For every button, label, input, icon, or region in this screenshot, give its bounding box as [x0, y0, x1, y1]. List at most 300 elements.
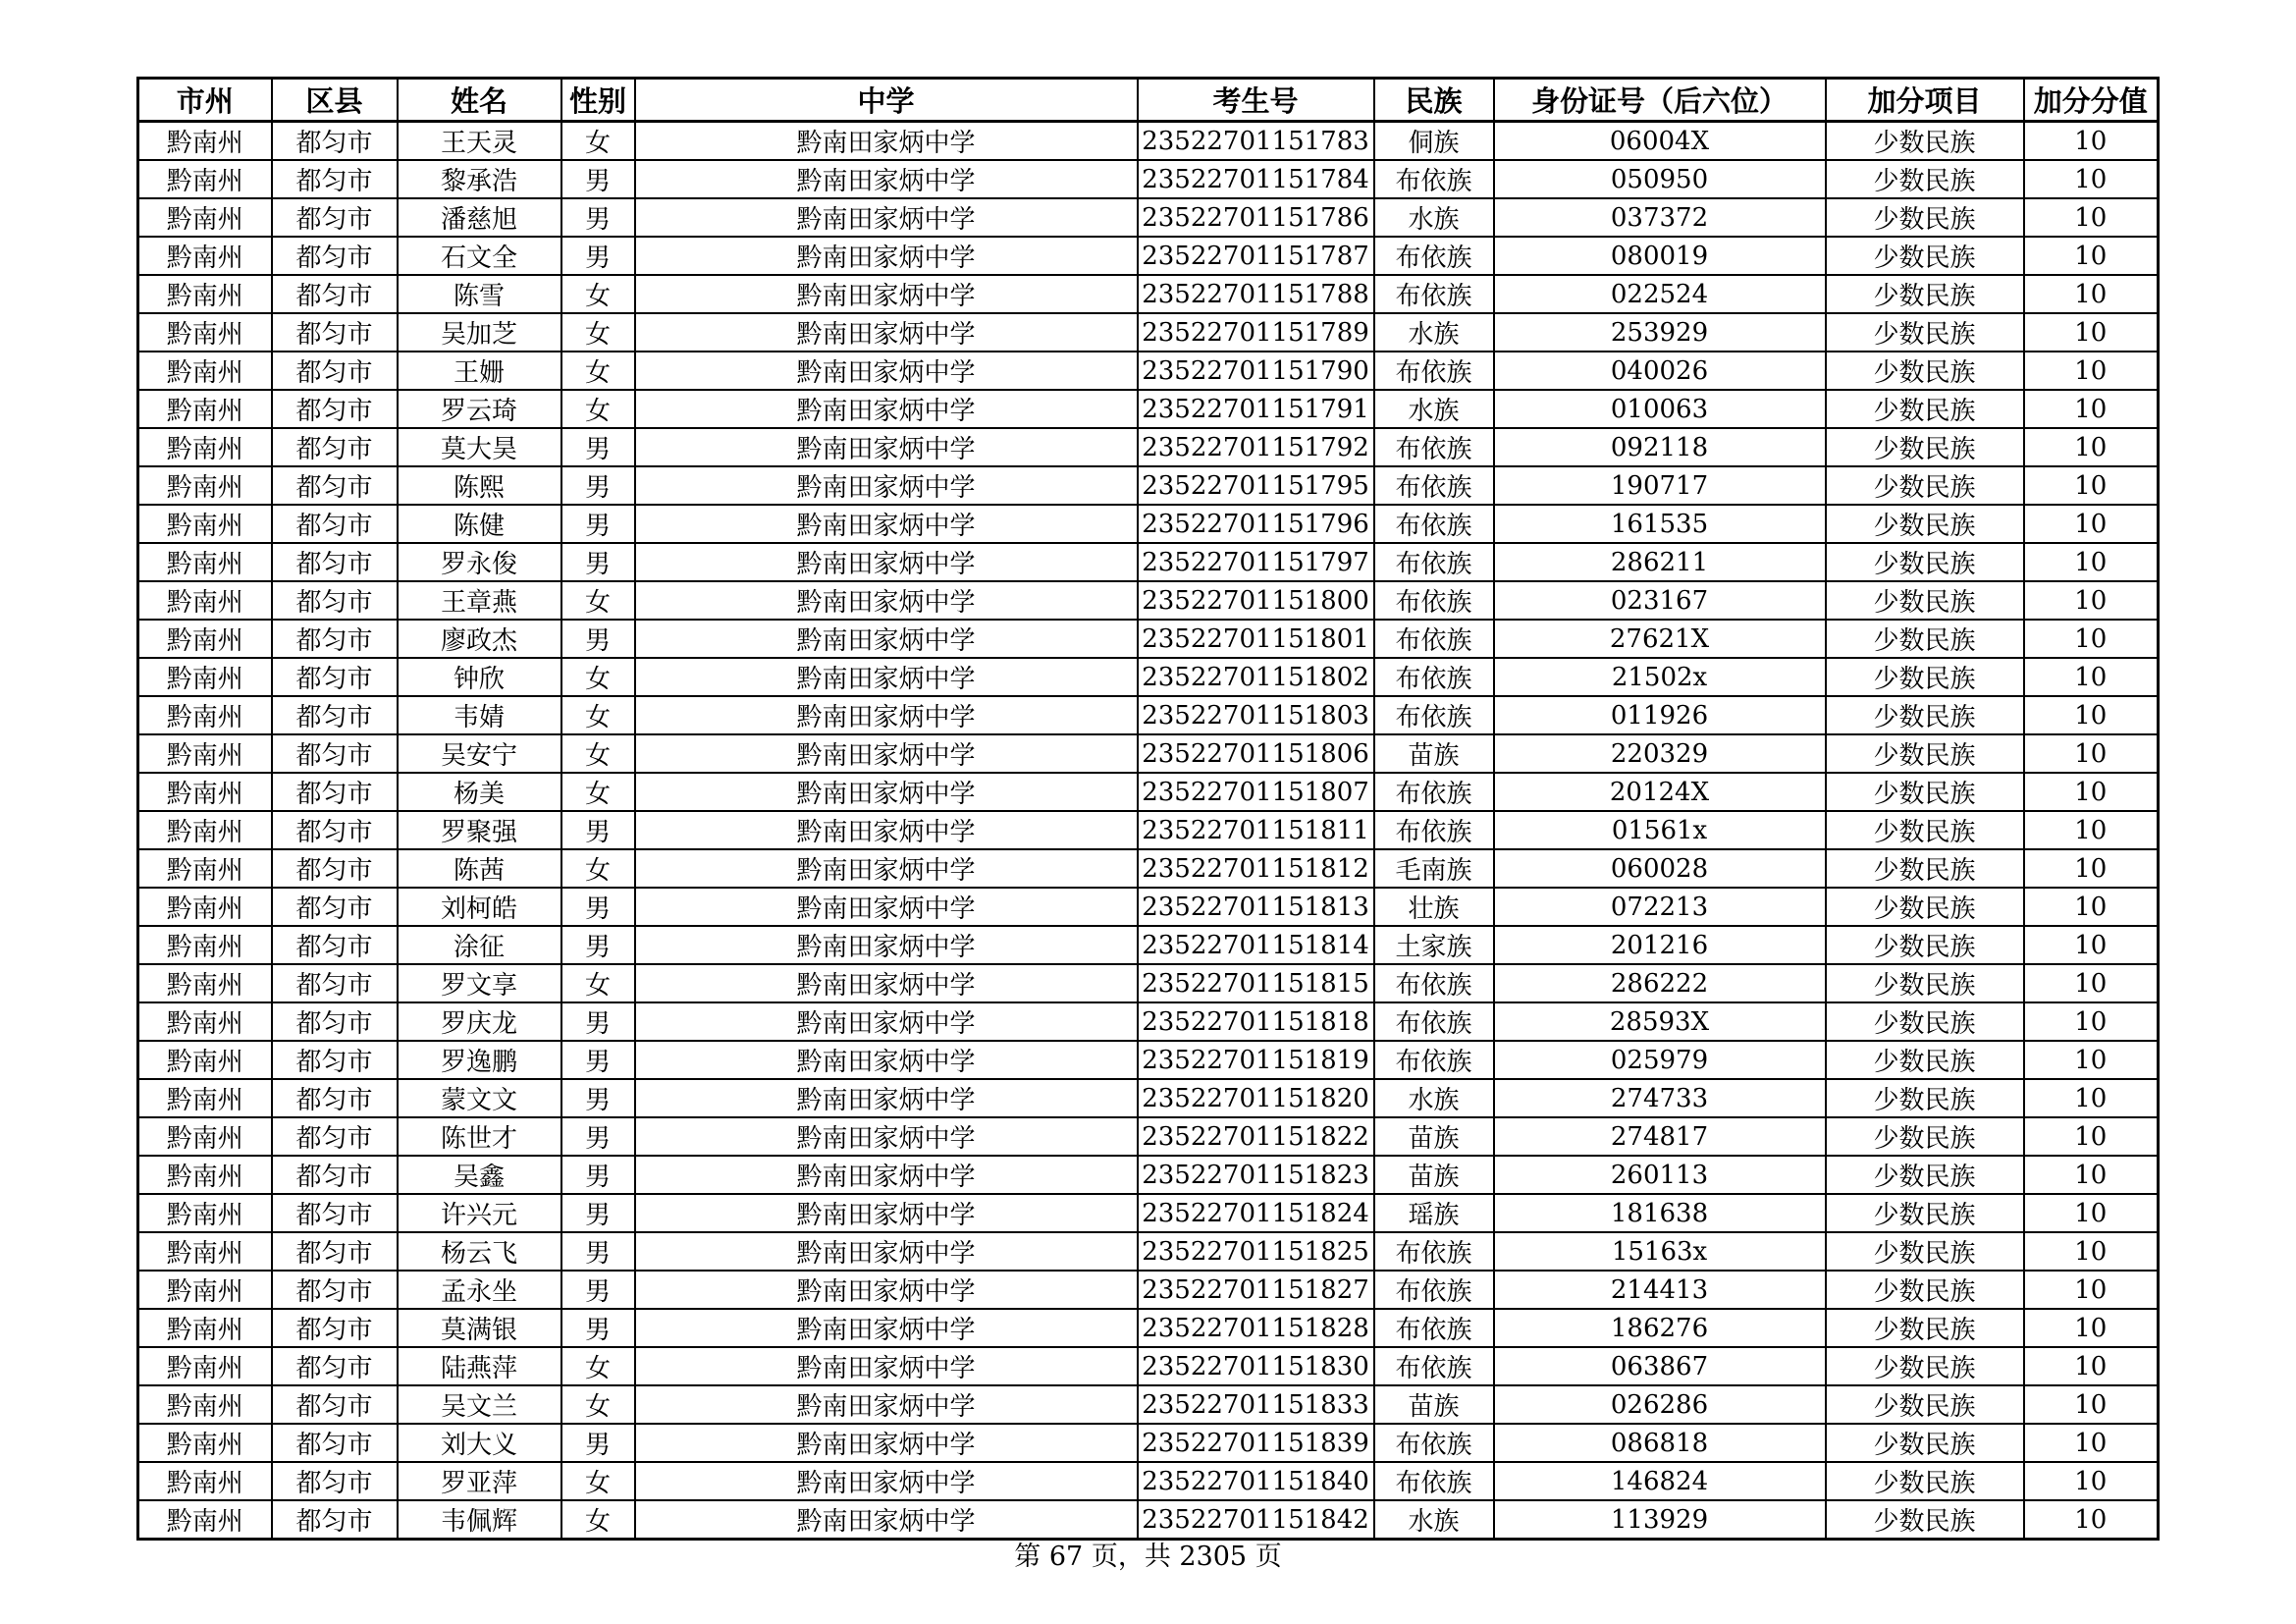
cell-ethnicity: 苗族	[1374, 1156, 1494, 1194]
cell-ethnicity: 苗族	[1374, 734, 1494, 773]
cell-bonus-points: 10	[2024, 581, 2159, 620]
cell-county: 都匀市	[272, 964, 398, 1002]
cell-bonus-item: 少数民族	[1826, 811, 2024, 849]
table-row	[138, 1309, 2159, 1347]
cell-exam-number: 23522701151784	[1138, 160, 1374, 198]
cell-county: 都匀市	[272, 390, 398, 428]
cell-bonus-item: 少数民族	[1826, 1117, 2024, 1156]
cell-id-last-six: 21502x	[1494, 658, 1826, 696]
cell-id-last-six: 220329	[1494, 734, 1826, 773]
cell-id-last-six: 040026	[1494, 352, 1826, 390]
cell-school: 黔南田家炳中学	[635, 275, 1138, 313]
cell-city: 黔南州	[138, 428, 272, 466]
cell-bonus-item: 少数民族	[1826, 160, 2024, 198]
bonus-points-table	[136, 77, 2160, 1541]
cell-city: 黔南州	[138, 734, 272, 773]
cell-ethnicity: 毛南族	[1374, 849, 1494, 888]
column-header-gender: 性别	[561, 79, 635, 122]
cell-gender: 女	[561, 1462, 635, 1500]
cell-exam-number: 23522701151786	[1138, 198, 1374, 237]
cell-bonus-item: 少数民族	[1826, 428, 2024, 466]
cell-bonus-points: 10	[2024, 390, 2159, 428]
cell-id-last-six: 01561x	[1494, 811, 1826, 849]
cell-name: 石文全	[398, 237, 561, 275]
cell-ethnicity: 布依族	[1374, 773, 1494, 811]
cell-exam-number: 23522701151788	[1138, 275, 1374, 313]
cell-gender: 男	[561, 888, 635, 926]
cell-gender: 男	[561, 1194, 635, 1232]
cell-bonus-item: 少数民族	[1826, 773, 2024, 811]
cell-id-last-six: 161535	[1494, 505, 1826, 543]
cell-city: 黔南州	[138, 1500, 272, 1540]
cell-city: 黔南州	[138, 581, 272, 620]
cell-school: 黔南田家炳中学	[635, 1079, 1138, 1117]
cell-bonus-points: 10	[2024, 773, 2159, 811]
cell-bonus-item: 少数民族	[1826, 581, 2024, 620]
cell-county: 都匀市	[272, 888, 398, 926]
cell-name: 罗庆龙	[398, 1002, 561, 1041]
cell-county: 都匀市	[272, 122, 398, 161]
cell-ethnicity: 布依族	[1374, 428, 1494, 466]
cell-name: 陈茜	[398, 849, 561, 888]
cell-county: 都匀市	[272, 1462, 398, 1500]
cell-exam-number: 23522701151814	[1138, 926, 1374, 964]
cell-county: 都匀市	[272, 160, 398, 198]
cell-name: 罗文享	[398, 964, 561, 1002]
cell-gender: 男	[561, 811, 635, 849]
table-header	[138, 79, 2159, 122]
cell-exam-number: 23522701151825	[1138, 1232, 1374, 1271]
cell-ethnicity: 布依族	[1374, 581, 1494, 620]
cell-gender: 女	[561, 964, 635, 1002]
cell-exam-number: 23522701151795	[1138, 466, 1374, 505]
cell-gender: 女	[561, 275, 635, 313]
table-row	[138, 1117, 2159, 1156]
cell-id-last-six: 20124X	[1494, 773, 1826, 811]
table-row	[138, 849, 2159, 888]
cell-city: 黔南州	[138, 1041, 272, 1079]
cell-gender: 男	[561, 466, 635, 505]
cell-ethnicity: 侗族	[1374, 122, 1494, 161]
cell-bonus-item: 少数民族	[1826, 1347, 2024, 1385]
cell-bonus-points: 10	[2024, 964, 2159, 1002]
cell-exam-number: 23522701151823	[1138, 1156, 1374, 1194]
cell-school: 黔南田家炳中学	[635, 1385, 1138, 1424]
cell-school: 黔南田家炳中学	[635, 122, 1138, 161]
cell-bonus-item: 少数民族	[1826, 1385, 2024, 1424]
cell-school: 黔南田家炳中学	[635, 466, 1138, 505]
cell-exam-number: 23522701151802	[1138, 658, 1374, 696]
cell-id-last-six: 286211	[1494, 543, 1826, 581]
cell-id-last-six: 037372	[1494, 198, 1826, 237]
cell-bonus-points: 10	[2024, 1002, 2159, 1041]
cell-exam-number: 23522701151807	[1138, 773, 1374, 811]
cell-school: 黔南田家炳中学	[635, 1194, 1138, 1232]
column-header-id-last-six: 身份证号（后六位）	[1494, 79, 1826, 122]
cell-name: 吴文兰	[398, 1385, 561, 1424]
cell-bonus-points: 10	[2024, 1347, 2159, 1385]
cell-bonus-item: 少数民族	[1826, 352, 2024, 390]
table-row	[138, 964, 2159, 1002]
cell-bonus-item: 少数民族	[1826, 620, 2024, 658]
cell-school: 黔南田家炳中学	[635, 1041, 1138, 1079]
column-header-county: 区县	[272, 79, 398, 122]
cell-exam-number: 23522701151803	[1138, 696, 1374, 734]
cell-id-last-six: 274817	[1494, 1117, 1826, 1156]
cell-school: 黔南田家炳中学	[635, 1424, 1138, 1462]
cell-bonus-item: 少数民族	[1826, 1309, 2024, 1347]
cell-exam-number: 23522701151824	[1138, 1194, 1374, 1232]
cell-id-last-six: 06004X	[1494, 122, 1826, 161]
cell-bonus-points: 10	[2024, 1232, 2159, 1271]
cell-id-last-six: 050950	[1494, 160, 1826, 198]
cell-ethnicity: 布依族	[1374, 964, 1494, 1002]
cell-school: 黔南田家炳中学	[635, 543, 1138, 581]
cell-school: 黔南田家炳中学	[635, 696, 1138, 734]
cell-city: 黔南州	[138, 1271, 272, 1309]
cell-ethnicity: 土家族	[1374, 926, 1494, 964]
cell-exam-number: 23522701151783	[1138, 122, 1374, 161]
cell-city: 黔南州	[138, 811, 272, 849]
cell-id-last-six: 260113	[1494, 1156, 1826, 1194]
cell-city: 黔南州	[138, 543, 272, 581]
cell-ethnicity: 布依族	[1374, 160, 1494, 198]
cell-school: 黔南田家炳中学	[635, 237, 1138, 275]
cell-ethnicity: 布依族	[1374, 1271, 1494, 1309]
table-row	[138, 543, 2159, 581]
table-row	[138, 160, 2159, 198]
cell-ethnicity: 布依族	[1374, 543, 1494, 581]
cell-id-last-six: 060028	[1494, 849, 1826, 888]
cell-gender: 男	[561, 1041, 635, 1079]
cell-ethnicity: 水族	[1374, 1500, 1494, 1540]
cell-bonus-item: 少数民族	[1826, 1462, 2024, 1500]
cell-ethnicity: 布依族	[1374, 505, 1494, 543]
cell-id-last-six: 253929	[1494, 313, 1826, 352]
cell-city: 黔南州	[138, 466, 272, 505]
cell-gender: 女	[561, 1347, 635, 1385]
cell-city: 黔南州	[138, 926, 272, 964]
cell-gender: 男	[561, 428, 635, 466]
column-header-bonus-item: 加分项目	[1826, 79, 2024, 122]
cell-bonus-points: 10	[2024, 505, 2159, 543]
cell-name: 孟永坐	[398, 1271, 561, 1309]
cell-exam-number: 23522701151839	[1138, 1424, 1374, 1462]
cell-name: 吴安宁	[398, 734, 561, 773]
table-row	[138, 888, 2159, 926]
cell-ethnicity: 水族	[1374, 1079, 1494, 1117]
table-row	[138, 926, 2159, 964]
cell-city: 黔南州	[138, 1462, 272, 1500]
cell-bonus-item: 少数民族	[1826, 237, 2024, 275]
cell-city: 黔南州	[138, 275, 272, 313]
cell-county: 都匀市	[272, 313, 398, 352]
cell-county: 都匀市	[272, 1002, 398, 1041]
cell-id-last-six: 201216	[1494, 926, 1826, 964]
cell-name: 潘慈旭	[398, 198, 561, 237]
cell-name: 韦佩辉	[398, 1500, 561, 1540]
cell-gender: 女	[561, 696, 635, 734]
cell-school: 黔南田家炳中学	[635, 1309, 1138, 1347]
cell-city: 黔南州	[138, 849, 272, 888]
cell-county: 都匀市	[272, 543, 398, 581]
cell-bonus-item: 少数民族	[1826, 505, 2024, 543]
cell-gender: 女	[561, 313, 635, 352]
table-row	[138, 1424, 2159, 1462]
table-row	[138, 1385, 2159, 1424]
cell-exam-number: 23522701151840	[1138, 1462, 1374, 1500]
table-row	[138, 1041, 2159, 1079]
cell-school: 黔南田家炳中学	[635, 581, 1138, 620]
cell-county: 都匀市	[272, 1385, 398, 1424]
cell-gender: 男	[561, 1117, 635, 1156]
cell-ethnicity: 布依族	[1374, 658, 1494, 696]
cell-county: 都匀市	[272, 1194, 398, 1232]
cell-name: 廖政杰	[398, 620, 561, 658]
table-row	[138, 1500, 2159, 1540]
column-header-exam-number: 考生号	[1138, 79, 1374, 122]
cell-gender: 男	[561, 1156, 635, 1194]
cell-ethnicity: 布依族	[1374, 466, 1494, 505]
cell-county: 都匀市	[272, 1232, 398, 1271]
cell-school: 黔南田家炳中学	[635, 658, 1138, 696]
page-footer: 第 67 页，共 2305 页	[1014, 1542, 1282, 1572]
cell-city: 黔南州	[138, 658, 272, 696]
cell-county: 都匀市	[272, 1117, 398, 1156]
cell-school: 黔南田家炳中学	[635, 1117, 1138, 1156]
cell-exam-number: 23522701151820	[1138, 1079, 1374, 1117]
cell-name: 钟欣	[398, 658, 561, 696]
cell-bonus-points: 10	[2024, 1156, 2159, 1194]
cell-school: 黔南田家炳中学	[635, 964, 1138, 1002]
cell-id-last-six: 023167	[1494, 581, 1826, 620]
cell-county: 都匀市	[272, 696, 398, 734]
cell-exam-number: 23522701151806	[1138, 734, 1374, 773]
cell-county: 都匀市	[272, 1079, 398, 1117]
cell-name: 罗永俊	[398, 543, 561, 581]
cell-bonus-points: 10	[2024, 428, 2159, 466]
cell-school: 黔南田家炳中学	[635, 313, 1138, 352]
cell-name: 罗亚萍	[398, 1462, 561, 1500]
cell-id-last-six: 214413	[1494, 1271, 1826, 1309]
cell-id-last-six: 025979	[1494, 1041, 1826, 1079]
cell-school: 黔南田家炳中学	[635, 888, 1138, 926]
cell-exam-number: 23522701151822	[1138, 1117, 1374, 1156]
cell-school: 黔南田家炳中学	[635, 1462, 1138, 1500]
column-header-school: 中学	[635, 79, 1138, 122]
table-row	[138, 1271, 2159, 1309]
cell-bonus-item: 少数民族	[1826, 1041, 2024, 1079]
cell-ethnicity: 布依族	[1374, 1347, 1494, 1385]
cell-gender: 男	[561, 926, 635, 964]
cell-exam-number: 23522701151790	[1138, 352, 1374, 390]
cell-bonus-points: 10	[2024, 888, 2159, 926]
cell-gender: 男	[561, 198, 635, 237]
cell-gender: 女	[561, 734, 635, 773]
cell-gender: 女	[561, 1385, 635, 1424]
table-row	[138, 581, 2159, 620]
cell-bonus-item: 少数民族	[1826, 466, 2024, 505]
cell-name: 韦婧	[398, 696, 561, 734]
cell-bonus-item: 少数民族	[1826, 198, 2024, 237]
cell-school: 黔南田家炳中学	[635, 849, 1138, 888]
cell-county: 都匀市	[272, 773, 398, 811]
cell-city: 黔南州	[138, 390, 272, 428]
cell-county: 都匀市	[272, 620, 398, 658]
cell-bonus-points: 10	[2024, 122, 2159, 161]
cell-city: 黔南州	[138, 198, 272, 237]
cell-id-last-six: 072213	[1494, 888, 1826, 926]
cell-ethnicity: 布依族	[1374, 1041, 1494, 1079]
cell-bonus-points: 10	[2024, 466, 2159, 505]
table-row	[138, 198, 2159, 237]
cell-id-last-six: 27621X	[1494, 620, 1826, 658]
cell-bonus-item: 少数民族	[1826, 1424, 2024, 1462]
table-row	[138, 811, 2159, 849]
cell-name: 吴加芝	[398, 313, 561, 352]
cell-gender: 男	[561, 1309, 635, 1347]
table-row	[138, 1347, 2159, 1385]
cell-bonus-points: 10	[2024, 1385, 2159, 1424]
cell-bonus-item: 少数民族	[1826, 1194, 2024, 1232]
cell-name: 罗逸鹏	[398, 1041, 561, 1079]
cell-ethnicity: 布依族	[1374, 696, 1494, 734]
cell-name: 吴鑫	[398, 1156, 561, 1194]
cell-bonus-points: 10	[2024, 811, 2159, 849]
cell-gender: 男	[561, 620, 635, 658]
cell-gender: 男	[561, 1232, 635, 1271]
cell-city: 黔南州	[138, 1156, 272, 1194]
cell-city: 黔南州	[138, 888, 272, 926]
cell-id-last-six: 190717	[1494, 466, 1826, 505]
cell-gender: 男	[561, 1079, 635, 1117]
cell-city: 黔南州	[138, 505, 272, 543]
cell-city: 黔南州	[138, 160, 272, 198]
cell-ethnicity: 布依族	[1374, 1002, 1494, 1041]
cell-ethnicity: 水族	[1374, 390, 1494, 428]
cell-name: 王姗	[398, 352, 561, 390]
cell-city: 黔南州	[138, 1347, 272, 1385]
table-row	[138, 505, 2159, 543]
table-row	[138, 313, 2159, 352]
table-row	[138, 1079, 2159, 1117]
cell-exam-number: 23522701151812	[1138, 849, 1374, 888]
cell-bonus-points: 10	[2024, 1309, 2159, 1347]
cell-city: 黔南州	[138, 1194, 272, 1232]
table-row	[138, 1232, 2159, 1271]
cell-county: 都匀市	[272, 352, 398, 390]
cell-id-last-six: 286222	[1494, 964, 1826, 1002]
cell-id-last-six: 181638	[1494, 1194, 1826, 1232]
cell-exam-number: 23522701151792	[1138, 428, 1374, 466]
cell-city: 黔南州	[138, 964, 272, 1002]
cell-school: 黔南田家炳中学	[635, 620, 1138, 658]
cell-city: 黔南州	[138, 313, 272, 352]
cell-name: 莫满银	[398, 1309, 561, 1347]
cell-school: 黔南田家炳中学	[635, 198, 1138, 237]
cell-exam-number: 23522701151827	[1138, 1271, 1374, 1309]
cell-exam-number: 23522701151791	[1138, 390, 1374, 428]
cell-ethnicity: 水族	[1374, 313, 1494, 352]
table-row	[138, 734, 2159, 773]
cell-name: 王章燕	[398, 581, 561, 620]
cell-city: 黔南州	[138, 1232, 272, 1271]
cell-city: 黔南州	[138, 237, 272, 275]
cell-ethnicity: 布依族	[1374, 1462, 1494, 1500]
cell-school: 黔南田家炳中学	[635, 1500, 1138, 1540]
cell-city: 黔南州	[138, 352, 272, 390]
cell-city: 黔南州	[138, 1424, 272, 1462]
cell-exam-number: 23522701151815	[1138, 964, 1374, 1002]
cell-ethnicity: 苗族	[1374, 1117, 1494, 1156]
cell-bonus-points: 10	[2024, 620, 2159, 658]
cell-bonus-points: 10	[2024, 1194, 2159, 1232]
cell-bonus-points: 10	[2024, 160, 2159, 198]
cell-bonus-item: 少数民族	[1826, 658, 2024, 696]
cell-bonus-points: 10	[2024, 1424, 2159, 1462]
cell-school: 黔南田家炳中学	[635, 160, 1138, 198]
cell-bonus-points: 10	[2024, 237, 2159, 275]
cell-name: 许兴元	[398, 1194, 561, 1232]
table-row	[138, 1194, 2159, 1232]
cell-bonus-item: 少数民族	[1826, 313, 2024, 352]
cell-school: 黔南田家炳中学	[635, 1347, 1138, 1385]
cell-city: 黔南州	[138, 1309, 272, 1347]
column-header-name: 姓名	[398, 79, 561, 122]
cell-school: 黔南田家炳中学	[635, 428, 1138, 466]
cell-exam-number: 23522701151811	[1138, 811, 1374, 849]
cell-bonus-item: 少数民族	[1826, 1232, 2024, 1271]
cell-bonus-points: 10	[2024, 734, 2159, 773]
cell-exam-number: 23522701151797	[1138, 543, 1374, 581]
cell-exam-number: 23522701151830	[1138, 1347, 1374, 1385]
column-header-bonus-points: 加分分值	[2024, 79, 2159, 122]
cell-bonus-item: 少数民族	[1826, 964, 2024, 1002]
cell-gender: 女	[561, 849, 635, 888]
cell-bonus-item: 少数民族	[1826, 849, 2024, 888]
cell-id-last-six: 011926	[1494, 696, 1826, 734]
cell-county: 都匀市	[272, 1156, 398, 1194]
cell-school: 黔南田家炳中学	[635, 811, 1138, 849]
cell-id-last-six: 146824	[1494, 1462, 1826, 1500]
cell-bonus-points: 10	[2024, 198, 2159, 237]
cell-name: 杨美	[398, 773, 561, 811]
cell-county: 都匀市	[272, 811, 398, 849]
cell-bonus-points: 10	[2024, 849, 2159, 888]
cell-bonus-points: 10	[2024, 543, 2159, 581]
table-row	[138, 352, 2159, 390]
cell-id-last-six: 28593X	[1494, 1002, 1826, 1041]
cell-bonus-item: 少数民族	[1826, 1002, 2024, 1041]
table-row	[138, 1462, 2159, 1500]
cell-gender: 男	[561, 1002, 635, 1041]
cell-ethnicity: 水族	[1374, 198, 1494, 237]
cell-school: 黔南田家炳中学	[635, 734, 1138, 773]
cell-bonus-points: 10	[2024, 658, 2159, 696]
cell-bonus-item: 少数民族	[1826, 543, 2024, 581]
cell-county: 都匀市	[272, 198, 398, 237]
cell-id-last-six: 086818	[1494, 1424, 1826, 1462]
cell-name: 刘大义	[398, 1424, 561, 1462]
cell-school: 黔南田家炳中学	[635, 352, 1138, 390]
cell-exam-number: 23522701151796	[1138, 505, 1374, 543]
cell-county: 都匀市	[272, 849, 398, 888]
cell-gender: 女	[561, 658, 635, 696]
cell-bonus-item: 少数民族	[1826, 1079, 2024, 1117]
table-row	[138, 466, 2159, 505]
cell-name: 陈世才	[398, 1117, 561, 1156]
cell-bonus-points: 10	[2024, 1117, 2159, 1156]
